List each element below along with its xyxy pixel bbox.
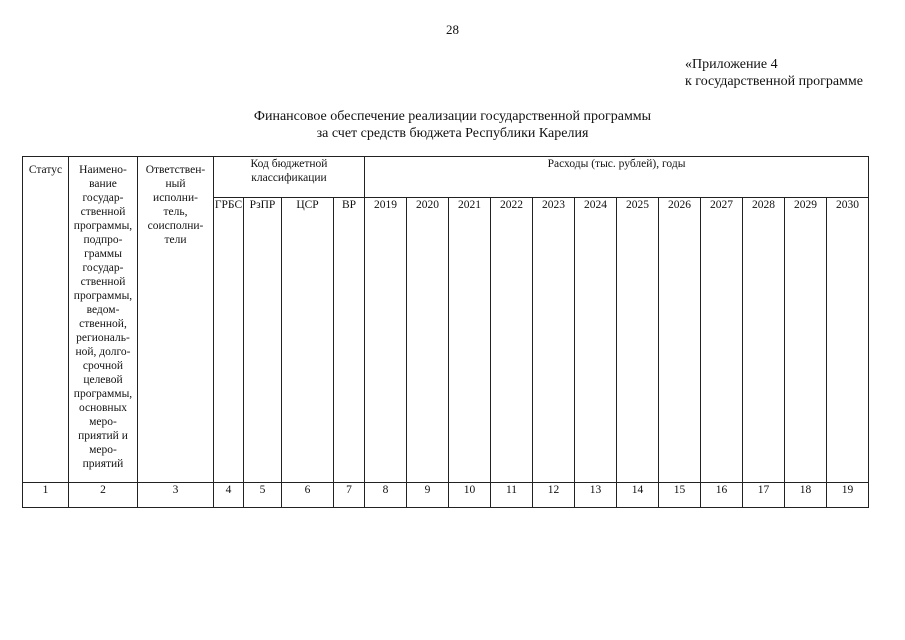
column-number-row <box>23 483 869 508</box>
appendix-line-1: «Приложение 4 <box>685 57 778 72</box>
header-csr: ЦСР <box>282 198 334 483</box>
header-budget-code: Код бюджетной классификации <box>214 157 365 198</box>
appendix-note <box>685 56 863 90</box>
column-number: 18 <box>785 483 827 508</box>
header-year: 2029 <box>785 198 827 483</box>
page-number: 28 <box>446 22 459 37</box>
header-year: 2026 <box>659 198 701 483</box>
header-name: Наимено- вание государ- ственной программы, подпро- граммы государ- ственной программы, ведом- ственной, региональ- ной, долго- срочной целевой программы, основных меро- приятий и меро- приятий <box>69 157 138 483</box>
column-number: 3 <box>138 483 214 508</box>
column-number: 4 <box>214 483 244 508</box>
column-number: 5 <box>244 483 282 508</box>
header-year: 2028 <box>743 198 785 483</box>
column-number: 16 <box>701 483 743 508</box>
column-number: 8 <box>365 483 407 508</box>
column-number: 12 <box>533 483 575 508</box>
header-year: 2022 <box>491 198 533 483</box>
column-number: 2 <box>69 483 138 508</box>
header-rzpr: РзПР <box>244 198 282 483</box>
header-year: 2019 <box>365 198 407 483</box>
column-number: 15 <box>659 483 701 508</box>
header-responsible: Ответствен- ный исполни- тель, соисполни- тели <box>138 157 214 483</box>
header-vr: ВР <box>334 198 365 483</box>
header-status: Статус <box>23 157 69 483</box>
document-title <box>0 108 905 142</box>
header-expenses: Расходы (тыс. рублей), годы <box>365 157 869 198</box>
column-number: 1 <box>23 483 69 508</box>
column-number: 13 <box>575 483 617 508</box>
column-number: 11 <box>491 483 533 508</box>
header-year: 2027 <box>701 198 743 483</box>
header-year: 2024 <box>575 198 617 483</box>
header-year: 2023 <box>533 198 575 483</box>
column-number: 6 <box>282 483 334 508</box>
column-number: 19 <box>827 483 869 508</box>
column-number: 9 <box>407 483 449 508</box>
header-year: 2021 <box>449 198 491 483</box>
title-line-1: Финансовое обеспечение реализации государственной программы <box>253 109 652 124</box>
header-grbs: ГРБС <box>214 198 244 483</box>
column-number: 17 <box>743 483 785 508</box>
column-number: 7 <box>334 483 365 508</box>
header-year: 2030 <box>827 198 869 483</box>
header-year: 2020 <box>407 198 449 483</box>
column-number: 14 <box>617 483 659 508</box>
title-line-2: за счет средств бюджета Республики Карелия <box>316 126 589 141</box>
appendix-line-2: к государственной программе <box>685 74 863 89</box>
column-number: 10 <box>449 483 491 508</box>
header-year: 2025 <box>617 198 659 483</box>
financial-table <box>22 156 869 508</box>
